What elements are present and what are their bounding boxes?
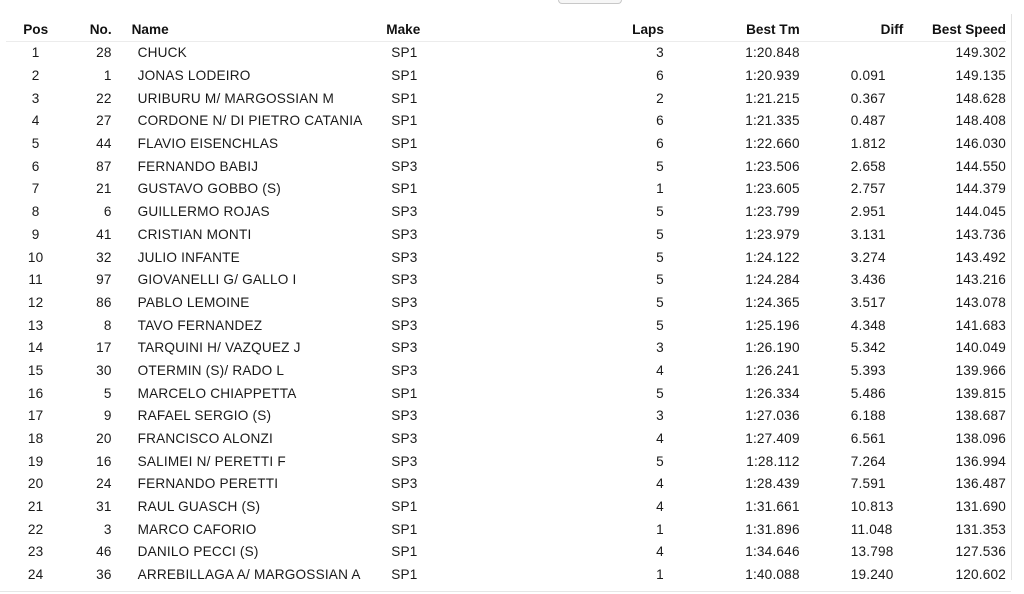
cell-laps: 4 (656, 499, 664, 515)
cell-name: URIBURU M/ MARGOSSIAN M (137, 90, 335, 106)
cell-best-speed: 138.687 (955, 408, 1006, 424)
cell-name: GIOVANELLI G/ GALLO I (137, 272, 297, 288)
cell-make: SP1 (391, 113, 418, 129)
table-row (6, 64, 1006, 87)
cell-name: TARQUINI H/ VAZQUEZ J (137, 340, 301, 356)
cell-pos: 5 (31, 136, 40, 152)
cell-name: FERNANDO PERETTI (137, 476, 279, 492)
column-header-pos: Pos (23, 22, 49, 38)
table-row (6, 223, 1006, 246)
cell-best-tm: 1:26.190 (745, 340, 800, 356)
cell-best-speed: 131.353 (955, 521, 1006, 537)
cell-make: SP3 (391, 294, 418, 310)
window-top-edge (0, 0, 1024, 5)
cell-diff: 5.393 (850, 362, 886, 378)
cell-name: DANILO PECCI (S) (137, 544, 259, 560)
cell-best-speed: 136.994 (955, 453, 1006, 469)
cell-best-speed: 136.487 (955, 476, 1006, 492)
column-header-make: Make (386, 22, 421, 38)
cell-diff: 2.757 (850, 181, 886, 197)
cell-pos: 3 (31, 90, 40, 106)
cell-diff: 4.348 (850, 317, 886, 333)
cell-no: 27 (96, 113, 112, 129)
cell-laps: 6 (656, 113, 664, 129)
cell-best-tm: 1:26.241 (745, 362, 800, 378)
cell-name: MARCELO CHIAPPETTA (137, 385, 297, 401)
cell-no: 21 (96, 181, 112, 197)
table-row (6, 314, 1006, 337)
cell-name: JONAS LODEIRO (137, 68, 251, 84)
cell-no: 24 (96, 476, 112, 492)
cell-laps: 2 (656, 90, 664, 106)
cell-name: FERNANDO BABIJ (137, 158, 259, 174)
cell-best-tm: 1:24.122 (745, 249, 800, 265)
cell-best-tm: 1:22.660 (745, 136, 800, 152)
cell-laps: 5 (656, 158, 664, 174)
cell-no: 17 (96, 340, 112, 356)
cell-best-tm: 1:24.365 (745, 294, 800, 310)
table-row (6, 382, 1006, 405)
cell-name: MARCO CAFORIO (137, 521, 257, 537)
cell-laps: 4 (656, 362, 664, 378)
cell-laps: 5 (656, 272, 664, 288)
cell-best-tm: 1:28.439 (745, 476, 800, 492)
cell-no: 44 (96, 136, 112, 152)
cell-name: GUSTAVO GOBBO (S) (137, 181, 281, 197)
table-row (6, 563, 1006, 586)
cell-no: 6 (103, 204, 112, 220)
cell-best-speed: 139.966 (955, 362, 1006, 378)
cell-no: 16 (96, 453, 112, 469)
cell-pos: 11 (28, 272, 43, 288)
cell-no: 3 (103, 521, 112, 537)
cell-laps: 6 (656, 68, 664, 84)
cell-best-speed: 149.135 (955, 68, 1006, 84)
cell-best-tm: 1:21.215 (745, 90, 800, 106)
cell-make: SP3 (391, 476, 418, 492)
table-row (6, 359, 1006, 382)
cell-best-tm: 1:27.409 (745, 431, 800, 447)
cell-laps: 1 (656, 567, 664, 583)
cell-best-speed: 120.602 (955, 567, 1006, 583)
cell-best-speed: 146.030 (955, 136, 1006, 152)
table-row (6, 268, 1006, 291)
table-row (6, 132, 1006, 155)
cell-diff: 6.561 (850, 431, 886, 447)
cell-diff: 1.812 (850, 136, 886, 152)
cell-best-tm: 1:25.196 (745, 317, 800, 333)
cell-pos: 9 (31, 226, 40, 242)
cell-name: CHUCK (137, 45, 187, 61)
cell-no: 28 (96, 45, 112, 61)
cell-make: SP1 (391, 90, 418, 106)
cell-best-speed: 148.408 (955, 113, 1006, 129)
column-header-diff: Diff (880, 22, 904, 38)
cell-pos: 24 (27, 567, 44, 583)
cell-make: SP3 (391, 340, 418, 356)
cell-no: 87 (96, 158, 112, 174)
table-row (6, 518, 1006, 541)
cell-pos: 17 (27, 408, 44, 424)
cell-pos: 20 (27, 476, 44, 492)
cell-pos: 1 (31, 45, 40, 61)
cell-best-tm: 1:21.335 (745, 113, 800, 129)
table-row (6, 41, 1006, 64)
cell-laps: 1 (656, 181, 664, 197)
cell-diff: 0.091 (850, 68, 886, 84)
cell-laps: 1 (656, 521, 664, 537)
cell-best-tm: 1:40.088 (745, 567, 800, 583)
toolbar-handle[interactable] (558, 0, 622, 4)
cell-diff: 7.264 (850, 453, 886, 469)
cell-best-speed: 144.379 (955, 181, 1006, 197)
cell-best-speed: 149.302 (955, 45, 1006, 61)
cell-make: SP3 (391, 249, 418, 265)
cell-best-speed: 144.045 (955, 204, 1006, 220)
cell-make: SP1 (391, 45, 418, 61)
cell-make: SP3 (391, 204, 418, 220)
cell-diff: 11.048 (850, 521, 893, 537)
cell-no: 97 (96, 272, 112, 288)
column-header-no: No. (89, 22, 112, 38)
cell-laps: 4 (656, 544, 664, 560)
cell-best-tm: 1:23.979 (745, 226, 800, 242)
cell-no: 30 (96, 362, 112, 378)
cell-make: SP1 (391, 567, 418, 583)
cell-pos: 22 (27, 521, 44, 537)
cell-best-tm: 1:34.646 (745, 544, 800, 560)
cell-pos: 19 (27, 453, 44, 469)
cell-diff: 7.591 (850, 476, 886, 492)
cell-no: 31 (96, 499, 112, 515)
table-row (6, 450, 1006, 473)
cell-pos: 2 (31, 68, 40, 84)
cell-name: OTERMIN (S)/ RADO L (137, 362, 285, 378)
cell-make: SP3 (391, 408, 418, 424)
cell-pos: 16 (27, 385, 44, 401)
cell-best-tm: 1:26.334 (745, 385, 800, 401)
cell-pos: 18 (27, 431, 44, 447)
cell-best-tm: 1:20.939 (745, 68, 800, 84)
cell-diff: 3.517 (850, 294, 886, 310)
cell-laps: 5 (656, 317, 664, 333)
table-row (6, 110, 1006, 133)
cell-no: 20 (96, 431, 112, 447)
cell-diff: 13.798 (850, 544, 894, 560)
cell-make: SP3 (391, 362, 418, 378)
cell-laps: 6 (656, 136, 664, 152)
cell-no: 46 (96, 544, 112, 560)
cell-laps: 5 (656, 204, 664, 220)
column-header-best-speed: Best Speed (931, 22, 1006, 38)
table-row (6, 541, 1006, 564)
cell-best-tm: 1:23.506 (745, 158, 800, 174)
cell-name: RAUL GUASCH (S) (137, 499, 261, 515)
cell-name: FRANCISCO ALONZI (137, 431, 273, 447)
cell-diff: 3.274 (850, 249, 886, 265)
cell-best-tm: 1:23.605 (745, 181, 800, 197)
cell-best-speed: 143.216 (955, 272, 1006, 288)
cell-pos: 10 (27, 249, 44, 265)
table-row (6, 155, 1006, 178)
cell-make: SP1 (391, 499, 418, 515)
cell-pos: 8 (31, 204, 40, 220)
cell-best-speed: 140.049 (955, 340, 1006, 356)
table-row (6, 495, 1006, 518)
cell-pos: 21 (27, 499, 44, 515)
table-row (6, 405, 1006, 428)
table-row (6, 200, 1006, 223)
cell-pos: 14 (27, 340, 44, 356)
table-row (6, 87, 1006, 110)
column-header-best-tm: Best Tm (746, 22, 800, 38)
cell-diff (800, 41, 904, 64)
cell-name: GUILLERMO ROJAS (137, 204, 270, 220)
cell-laps: 4 (656, 431, 664, 447)
cell-best-speed: 141.683 (955, 317, 1006, 333)
cell-diff: 2.658 (850, 158, 886, 174)
table-row (6, 473, 1006, 496)
cell-diff: 3.436 (850, 272, 886, 288)
cell-pos: 12 (27, 294, 44, 310)
cell-make: SP3 (391, 272, 418, 288)
cell-no: 41 (96, 226, 112, 242)
cell-no: 9 (103, 408, 112, 424)
cell-best-speed: 143.492 (955, 249, 1006, 265)
cell-laps: 5 (656, 249, 664, 265)
cell-laps: 5 (656, 226, 664, 242)
cell-best-tm: 1:20.848 (745, 45, 800, 61)
table-row (6, 427, 1006, 450)
cell-diff: 0.487 (850, 113, 886, 129)
cell-make: SP3 (391, 226, 418, 242)
page-right-edge (1011, 14, 1012, 580)
cell-make: SP1 (391, 181, 418, 197)
cell-no: 5 (103, 385, 112, 401)
results-table-body (6, 41, 1006, 586)
cell-laps: 4 (656, 476, 664, 492)
cell-best-speed: 148.628 (955, 90, 1006, 106)
cell-name: RAFAEL SERGIO (S) (137, 408, 272, 424)
cell-pos: 15 (27, 362, 44, 378)
cell-pos: 13 (27, 317, 44, 333)
cell-laps: 5 (656, 385, 664, 401)
cell-best-tm: 1:23.799 (745, 204, 800, 220)
results-table-header (6, 19, 1006, 41)
cell-make: SP1 (391, 385, 418, 401)
cell-diff: 19.240 (850, 567, 894, 583)
cell-no: 36 (96, 567, 112, 583)
cell-no: 22 (96, 90, 112, 106)
cell-laps: 3 (656, 45, 664, 61)
cell-make: SP1 (391, 68, 418, 84)
cell-laps: 3 (656, 340, 664, 356)
cell-no: 1 (103, 68, 112, 84)
cell-laps: 5 (656, 453, 664, 469)
cell-no: 8 (103, 317, 112, 333)
cell-pos: 23 (27, 544, 44, 560)
cell-make: SP3 (391, 317, 418, 333)
cell-pos: 4 (31, 113, 40, 129)
cell-make: SP1 (391, 136, 418, 152)
cell-best-speed: 143.736 (955, 226, 1006, 242)
cell-best-tm: 1:31.661 (745, 499, 800, 515)
cell-best-speed: 139.815 (955, 385, 1006, 401)
cell-make: SP1 (391, 544, 418, 560)
cell-name: PABLO LEMOINE (137, 294, 250, 310)
cell-diff: 5.486 (850, 385, 886, 401)
cell-diff: 0.367 (850, 90, 886, 106)
cell-best-speed: 127.536 (955, 544, 1006, 560)
cell-laps: 5 (656, 294, 664, 310)
header-row (6, 19, 1006, 41)
cell-best-speed: 138.096 (955, 431, 1006, 447)
cell-no: 32 (96, 249, 112, 265)
cell-best-speed: 131.690 (955, 499, 1006, 515)
cell-name: FLAVIO EISENCHLAS (137, 136, 279, 152)
cell-pos: 7 (31, 181, 40, 197)
cell-pos: 6 (31, 158, 40, 174)
cell-diff: 10.813 (850, 499, 894, 515)
cell-best-speed: 143.078 (955, 294, 1006, 310)
table-row (6, 336, 1006, 359)
cell-best-tm: 1:31.896 (745, 521, 800, 537)
table-row (6, 291, 1006, 314)
cell-name: CORDONE N/ DI PIETRO CATANIA (137, 113, 363, 129)
cell-name: JULIO INFANTE (137, 249, 240, 265)
cell-make: SP3 (391, 158, 418, 174)
cell-name: SALIMEI N/ PERETTI F (137, 453, 286, 469)
cell-make: SP1 (391, 521, 418, 537)
cell-no: 86 (96, 294, 112, 310)
cell-best-tm: 1:27.036 (745, 408, 800, 424)
cell-laps: 3 (656, 408, 664, 424)
column-header-laps: Laps (632, 22, 664, 38)
table-row (6, 246, 1006, 269)
cell-name: TAVO FERNANDEZ (137, 317, 263, 333)
cell-best-tm: 1:24.284 (745, 272, 800, 288)
table-row (6, 178, 1006, 201)
cell-make: SP3 (391, 431, 418, 447)
cell-diff: 6.188 (850, 408, 886, 424)
page-bottom-edge (0, 591, 1011, 592)
cell-make: SP3 (391, 453, 418, 469)
results-table (6, 19, 1006, 586)
cell-name: CRISTIAN MONTI (137, 226, 252, 242)
column-header-name: Name (131, 22, 169, 38)
cell-name: ARREBILLAGA A/ MARGOSSIAN A (137, 567, 361, 583)
cell-diff: 5.342 (850, 340, 886, 356)
cell-diff: 2.951 (850, 204, 886, 220)
cell-best-tm: 1:28.112 (746, 453, 800, 469)
cell-diff: 3.131 (850, 226, 886, 242)
cell-best-speed: 144.550 (955, 158, 1006, 174)
